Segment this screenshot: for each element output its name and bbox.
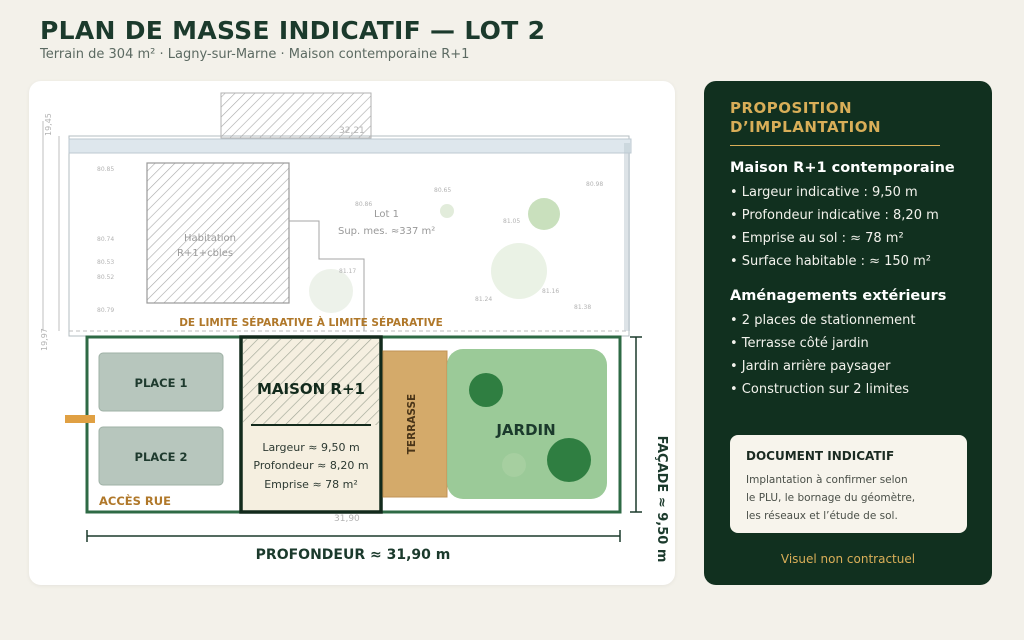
cadastre-habitation-label: Habitation (184, 233, 236, 244)
page-subtitle: Terrain de 304 m² · Lagny-sur-Marne · Maison contemporaine R+1 (40, 47, 470, 62)
cadastre-scale-3190: 31,90 (334, 514, 360, 524)
alt-3: 81.05 (503, 218, 521, 225)
disclaimer-line-3: les réseaux et l’étude de sol. (746, 510, 898, 522)
house-depth: Profondeur ≈ 8,20 m (253, 459, 369, 472)
disclaimer-line-2: le PLU, le bornage du géomètre, (746, 492, 916, 504)
parking-place-2-label: PLACE 2 (134, 450, 188, 464)
exterior-item: • 2 places de stationnement (730, 313, 916, 328)
house-footprint-area: Emprise ≈ 78 m² (264, 478, 358, 491)
cadastre-lot-label: Lot 1 (374, 209, 399, 220)
garden-tree-2 (547, 438, 591, 482)
alt-12: 80.74 (97, 236, 115, 243)
exterior-item: • Terrasse côté jardin (730, 336, 869, 351)
alt-10: 80.52 (97, 274, 115, 281)
house-spec-item: • Largeur indicative : 9,50 m (730, 185, 918, 200)
alt-9: 80.53 (97, 259, 115, 266)
facade-label: FAÇADE ≈ 9,50 m (654, 435, 669, 563)
disclaimer-line-1: Implantation à confirmer selon (746, 474, 908, 486)
cadastre-scale-top: 32,21 (339, 126, 365, 136)
alt-2: 80.65 (434, 187, 452, 194)
site-plan-card (29, 81, 675, 585)
parking-place-1-label: PLACE 1 (134, 376, 188, 390)
house-spec-item: • Profondeur indicative : 8,20 m (730, 208, 939, 223)
cadastre-lot-surface: Sup. mes. ≈337 m² (338, 226, 436, 237)
non-contractual-note: Visuel non contractuel (780, 552, 916, 566)
house-spec-item: • Surface habitable : ≈ 150 m² (730, 254, 931, 269)
panel-heading-line-1: PROPOSITION (730, 99, 853, 117)
garden-label: JARDIN (496, 421, 556, 439)
house-spec-item: • Emprise au sol : ≈ 78 m² (730, 231, 904, 246)
exterior-item: • Jardin arrière paysager (730, 359, 891, 374)
panel-heading-line-2: D’IMPLANTATION (730, 118, 882, 136)
garden-tree-1 (469, 373, 503, 407)
alt-1: 80.86 (355, 201, 373, 208)
depth-label: PROFONDEUR ≈ 31,90 m (255, 547, 451, 563)
alt-4: 81.16 (542, 288, 560, 295)
terrace-label: TERRASSE (406, 393, 418, 455)
cadastre-side-1997: 19,97 (40, 328, 49, 351)
panel-heading (730, 99, 940, 146)
cadastre-side-1945: 19,45 (44, 113, 53, 136)
exterior-item: • Construction sur 2 limites (730, 382, 909, 397)
alt-5: 81.24 (475, 296, 493, 303)
limit-label: DE LIMITE SÉPARATIVE À LIMITE SÉPARATIVE (179, 317, 443, 329)
exterior-section-title: Aménagements extérieurs (730, 288, 947, 304)
alt-7: 81.38 (574, 304, 592, 311)
page-title: PLAN DE MASSE INDICATIF — LOT 2 (40, 16, 546, 45)
house-title: MAISON R+1 (256, 380, 366, 398)
street-access-label: ACCÈS RUE (99, 494, 171, 508)
alt-8: 80.98 (586, 181, 604, 188)
cadastre-habitation-sub: R+1+cbles (177, 248, 234, 259)
alt-6: 81.17 (339, 268, 357, 275)
house-width: Largeur ≈ 9,50 m (262, 441, 360, 454)
disclaimer-box (730, 435, 967, 533)
site-plan-drawing (29, 81, 675, 585)
street-access-marker (65, 415, 95, 423)
disclaimer-title: DOCUMENT INDICATIF (746, 449, 895, 463)
alt-0: 80.85 (97, 166, 115, 173)
house-section-title: Maison R+1 contemporaine (730, 160, 955, 176)
implantation-panel (704, 81, 992, 585)
alt-11: 80.79 (97, 307, 115, 314)
